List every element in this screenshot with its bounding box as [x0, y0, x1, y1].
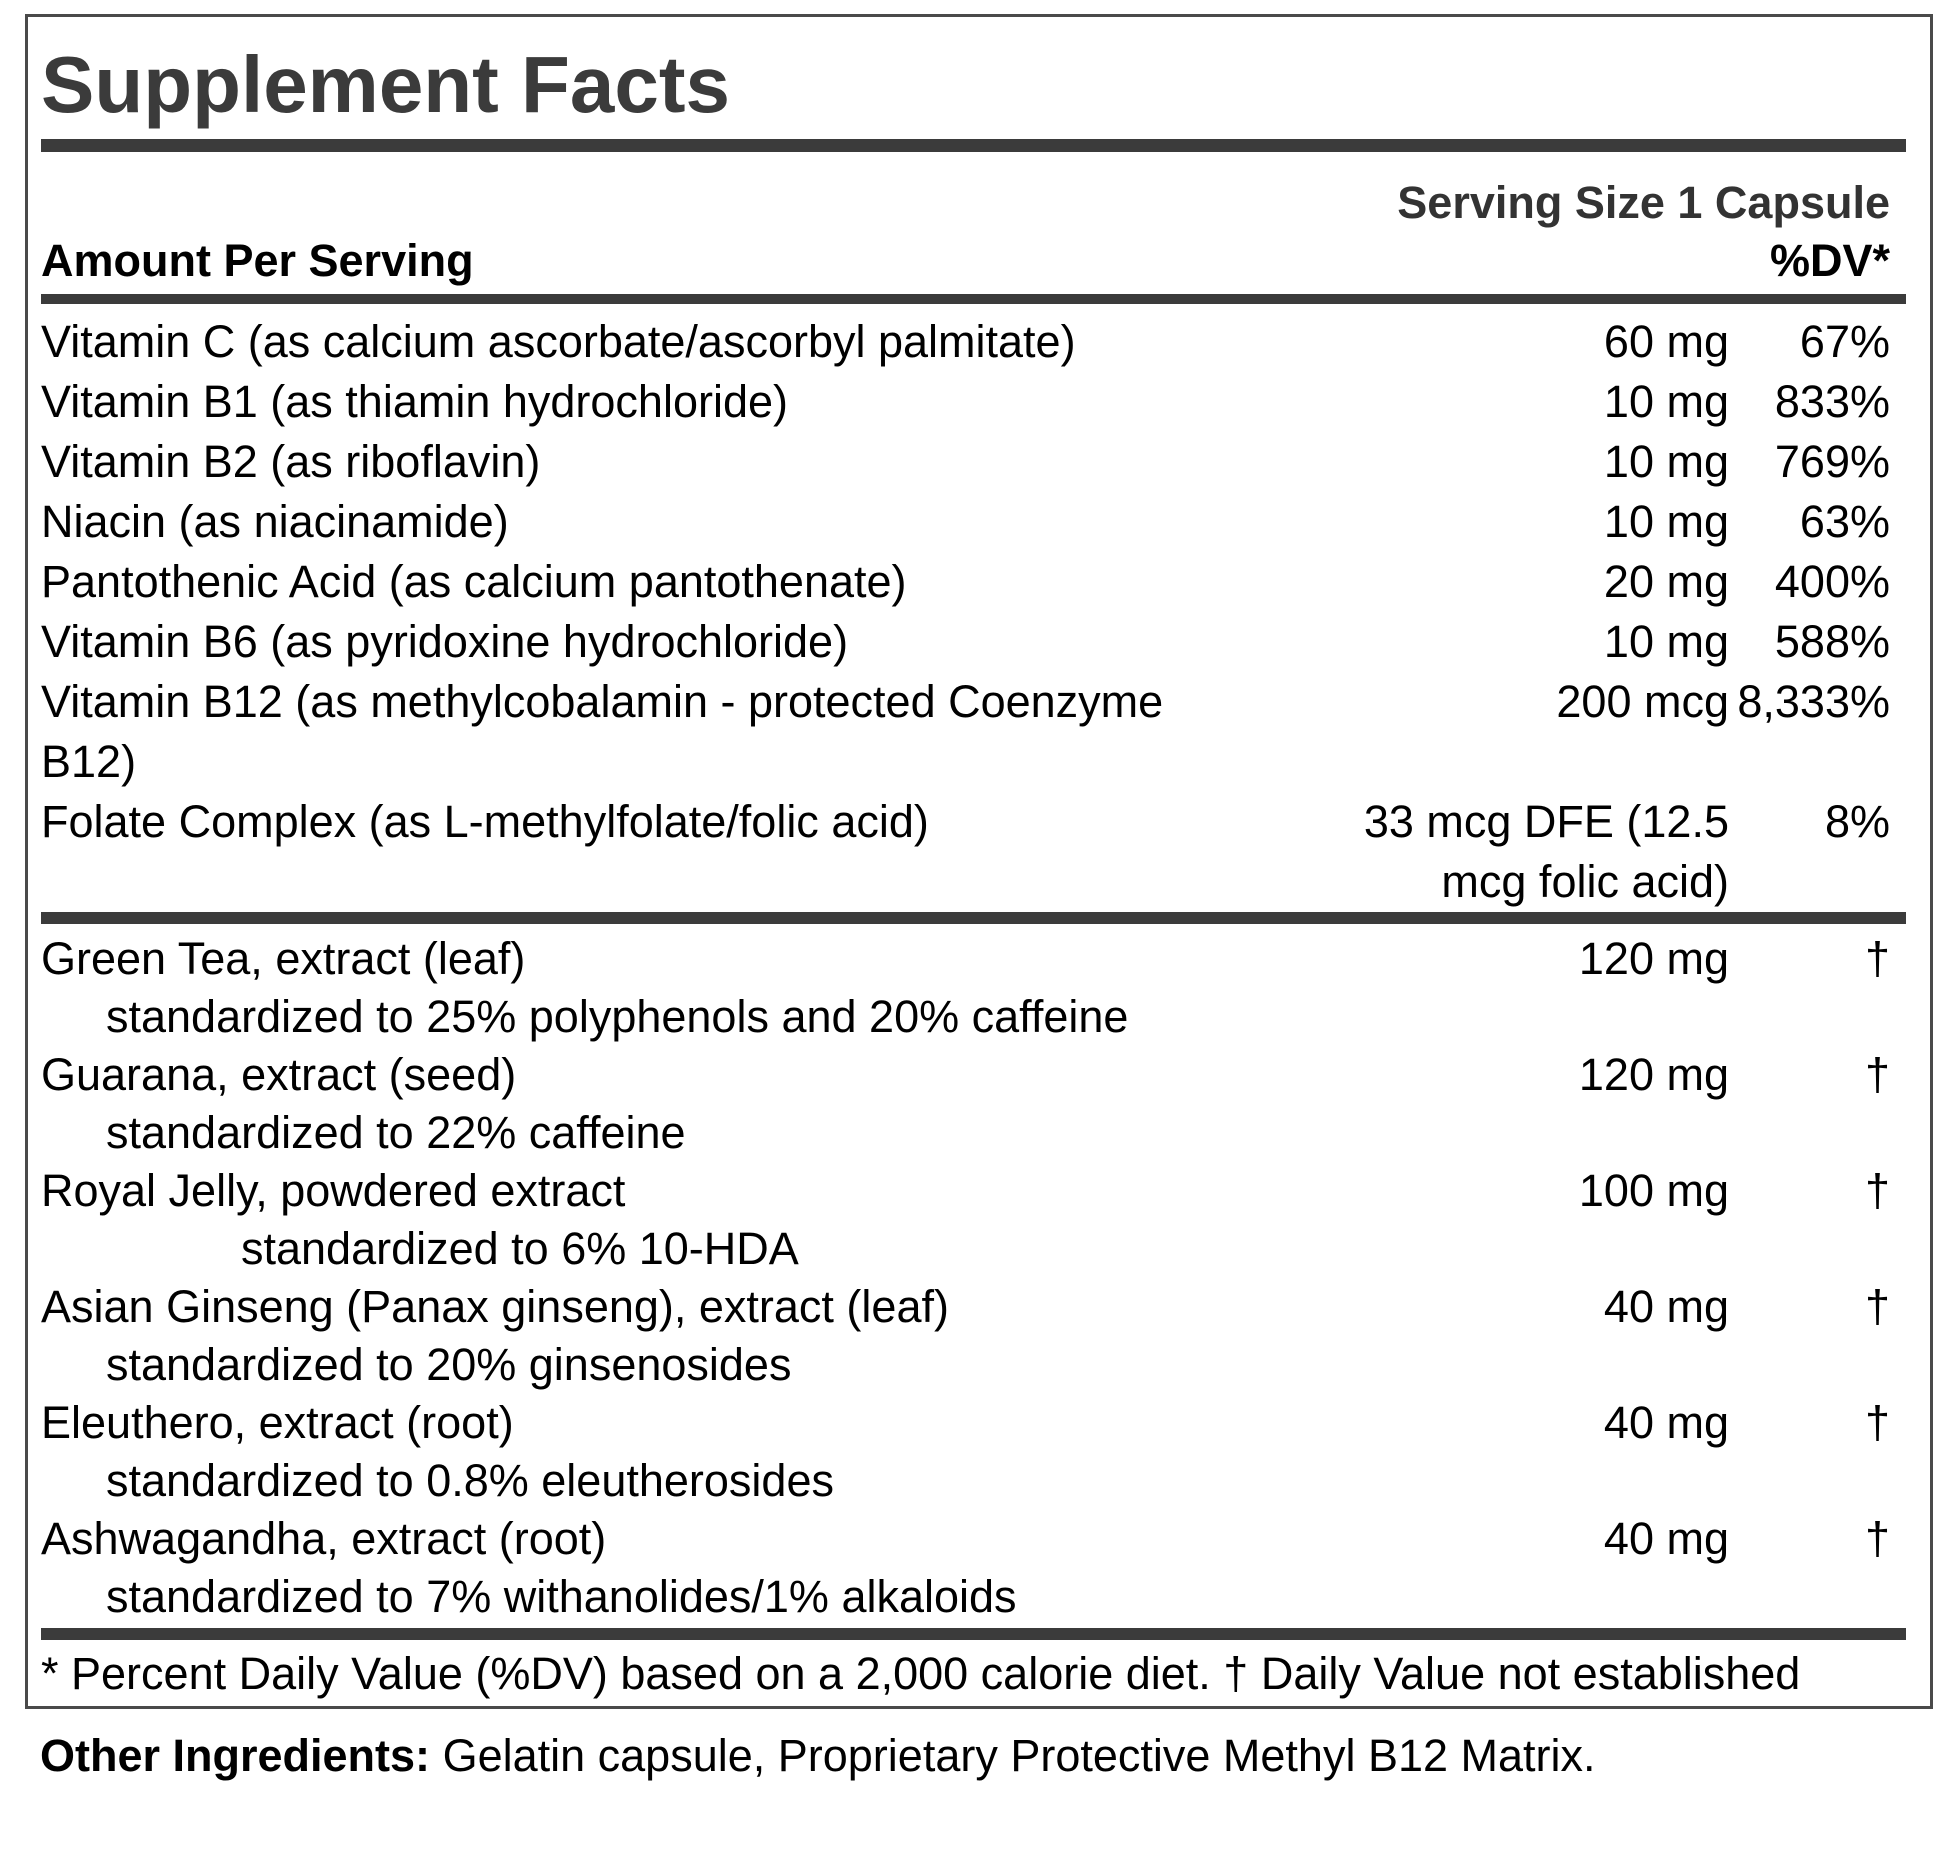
vitamin-rows	[41, 312, 1906, 912]
ingredient-row	[41, 1394, 1906, 1510]
ingredient-amount: 10 mg	[1603, 616, 1729, 667]
ingredient-row	[41, 1278, 1906, 1394]
standardization-note: standardized to 20% ginsenosides	[106, 1339, 792, 1390]
ingredient-name: Vitamin C (as calcium ascorbate/ascorbyl palmitate)	[41, 316, 1076, 367]
ingredient-amount: 40 mg	[1603, 1397, 1729, 1448]
ingredient-name: Niacin (as niacinamide)	[41, 496, 509, 547]
botanical-rows	[41, 930, 1906, 1626]
ingredient-name: Vitamin B12 (as methylcobalamin - protected Coenzyme B12)	[41, 676, 1164, 787]
ingredient-row	[41, 312, 1906, 372]
ingredient-dv: 67%	[1799, 316, 1890, 367]
ingredient-amount: 120 mg	[1578, 933, 1729, 984]
ingredient-row	[41, 612, 1906, 672]
ingredient-name: Royal Jelly, powdered extract	[41, 1165, 626, 1216]
ingredient-amount: 33 mcg DFE (12.5 mcg folic acid)	[1363, 796, 1729, 907]
ingredient-row	[41, 792, 1906, 912]
ingredient-row	[41, 552, 1906, 612]
standardization-note: standardized to 25% polyphenols and 20% caffeine	[106, 991, 1129, 1042]
ingredient-main-line	[41, 1162, 1906, 1220]
standardization-note: standardized to 7% withanolides/1% alkaloids	[106, 1571, 1017, 1622]
ingredient-row	[41, 372, 1906, 432]
ingredient-amount: 10 mg	[1603, 376, 1729, 427]
other-ingredients-text: Gelatin capsule, Proprietary Protective Methyl B12 Matrix.	[442, 1730, 1596, 1781]
ingredient-dv: 769%	[1774, 436, 1890, 487]
amount-per-serving-header: Amount Per Serving	[41, 235, 474, 286]
ingredient-main-line	[41, 1046, 1906, 1104]
ingredient-main-line	[41, 1394, 1906, 1452]
ingredient-dv: †	[1864, 1513, 1890, 1564]
standardization-note: standardized to 6% 10-HDA	[241, 1223, 799, 1274]
ingredient-row	[41, 672, 1906, 792]
ingredient-name: Ashwagandha, extract (root)	[41, 1513, 607, 1564]
ingredient-dv: †	[1864, 1397, 1890, 1448]
ingredient-name: Asian Ginseng (Panax ginseng), extract (leaf)	[41, 1281, 949, 1332]
ingredient-amount: 60 mg	[1603, 316, 1729, 367]
section-divider-bar	[41, 912, 1906, 924]
column-headers	[41, 236, 1906, 286]
ingredient-dv: †	[1864, 933, 1890, 984]
dv-footnote: * Percent Daily Value (%DV) based on a 2,000 calorie diet. † Daily Value not established	[41, 1648, 1801, 1699]
ingredient-row	[41, 930, 1906, 1046]
ingredient-dv: 588%	[1774, 616, 1890, 667]
ingredient-main-line	[41, 930, 1906, 988]
ingredient-row	[41, 1510, 1906, 1626]
ingredient-dv: †	[1864, 1049, 1890, 1100]
ingredient-amount: 20 mg	[1603, 556, 1729, 607]
other-ingredients	[40, 1731, 1946, 1781]
ingredient-amount: 120 mg	[1578, 1049, 1729, 1100]
ingredient-amount: 200 mcg	[1556, 676, 1729, 727]
ingredient-name: Vitamin B2 (as riboflavin)	[41, 436, 541, 487]
ingredient-name: Guarana, extract (seed)	[41, 1049, 517, 1100]
ingredient-row	[41, 492, 1906, 552]
ingredient-amount: 40 mg	[1603, 1513, 1729, 1564]
ingredient-name: Green Tea, extract (leaf)	[41, 933, 526, 984]
ingredient-dv: 833%	[1774, 376, 1890, 427]
ingredient-name: Vitamin B6 (as pyridoxine hydrochloride)	[41, 616, 849, 667]
ingredient-name: Pantothenic Acid (as calcium pantothenate)	[41, 556, 907, 607]
ingredient-main-line	[41, 1278, 1906, 1336]
serving-size: Serving Size 1 Capsule	[1397, 177, 1890, 228]
ingredient-dv: †	[1864, 1165, 1890, 1216]
supplement-facts-panel	[25, 14, 1933, 1709]
ingredient-amount: 100 mg	[1578, 1165, 1729, 1216]
footnote-divider-bar	[41, 1628, 1906, 1640]
ingredient-dv: 63%	[1799, 496, 1890, 547]
ingredient-dv: 8%	[1824, 796, 1890, 847]
ingredient-amount: 10 mg	[1603, 436, 1729, 487]
ingredient-dv: 8,333%	[1737, 676, 1890, 727]
standardization-note: standardized to 22% caffeine	[106, 1107, 686, 1158]
header-divider-bar	[41, 294, 1906, 304]
ingredient-amount: 10 mg	[1603, 496, 1729, 547]
ingredient-row	[41, 1046, 1906, 1162]
standardization-note: standardized to 0.8% eleutherosides	[106, 1455, 834, 1506]
title-divider-bar	[41, 139, 1906, 152]
ingredient-name: Folate Complex (as L-methylfolate/folic acid)	[41, 796, 929, 847]
ingredient-name: Vitamin B1 (as thiamin hydrochloride)	[41, 376, 789, 427]
ingredient-main-line	[41, 1510, 1906, 1568]
ingredient-dv: †	[1864, 1281, 1890, 1332]
panel-title: Supplement Facts	[41, 40, 731, 129]
ingredient-row	[41, 432, 1906, 492]
other-ingredients-label: Other Ingredients:	[40, 1730, 431, 1781]
ingredient-amount: 40 mg	[1603, 1281, 1729, 1332]
ingredient-dv: 400%	[1774, 556, 1890, 607]
ingredient-row	[41, 1162, 1906, 1278]
dv-header: %DV*	[1769, 235, 1890, 286]
ingredient-name: Eleuthero, extract (root)	[41, 1397, 514, 1448]
